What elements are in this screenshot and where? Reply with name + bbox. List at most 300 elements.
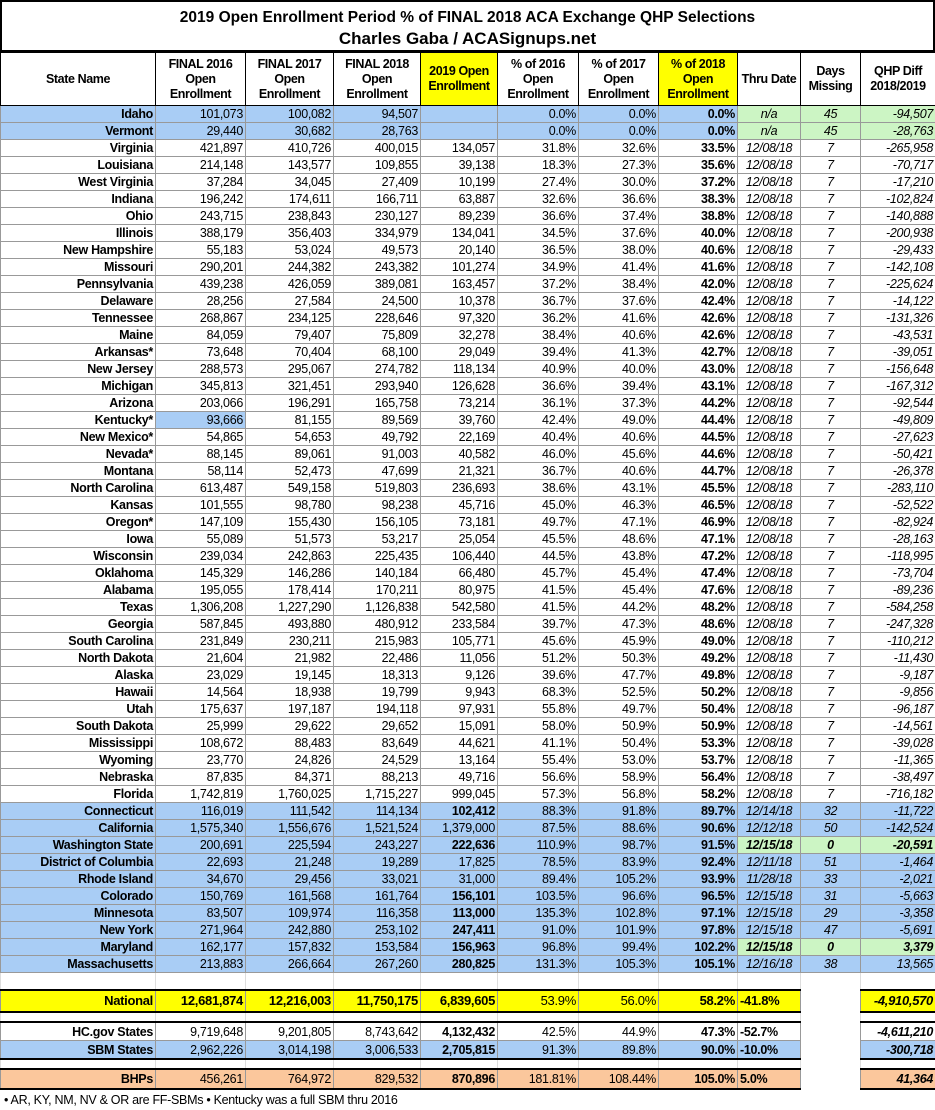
- empty-cell: [659, 981, 738, 990]
- data-cell: 1,742,819: [156, 786, 246, 803]
- data-cell: 7: [801, 480, 861, 497]
- subtitle: Charles Gaba / ACASignups.net: [2, 28, 933, 49]
- empty-cell: [861, 973, 935, 982]
- data-cell: 36.5%: [498, 242, 579, 259]
- data-cell: 58.0%: [498, 718, 579, 735]
- empty-cell: [1, 1012, 156, 1022]
- data-cell: -265,958: [861, 140, 935, 157]
- data-cell: 356,403: [246, 225, 334, 242]
- data-cell: 0.0%: [659, 106, 738, 123]
- data-cell: 39.4%: [498, 344, 579, 361]
- empty-cell: [156, 981, 246, 990]
- data-cell: -49,809: [861, 412, 935, 429]
- data-cell: 178,414: [246, 582, 334, 599]
- data-cell: 7: [801, 531, 861, 548]
- data-cell: 253,102: [334, 922, 421, 939]
- summary-cell: 89.8%: [579, 1041, 659, 1060]
- state-name-cell: Colorado: [1, 888, 156, 905]
- data-cell: 19,145: [246, 667, 334, 684]
- summary-cell: 3,014,198: [246, 1041, 334, 1060]
- data-cell: 243,382: [334, 259, 421, 276]
- column-header: % of 2016 Open Enrollment: [498, 53, 579, 106]
- data-cell: 49.8%: [659, 667, 738, 684]
- data-cell: 79,407: [246, 327, 334, 344]
- data-cell: 53.7%: [659, 752, 738, 769]
- data-cell: -142,524: [861, 820, 935, 837]
- data-cell: 31.8%: [498, 140, 579, 157]
- data-cell: 243,227: [334, 837, 421, 854]
- data-cell: 242,863: [246, 548, 334, 565]
- data-cell: 40.9%: [498, 361, 579, 378]
- data-cell: -225,624: [861, 276, 935, 293]
- data-cell: 43.0%: [659, 361, 738, 378]
- title: 2019 Open Enrollment Period % of FINAL 2018 ACA Exchange QHP Selections: [2, 7, 933, 28]
- data-cell: 33.5%: [659, 140, 738, 157]
- data-cell: 44.5%: [498, 548, 579, 565]
- data-cell: -11,722: [861, 803, 935, 820]
- data-cell: 12/08/18: [738, 259, 801, 276]
- data-cell: 44.6%: [659, 446, 738, 463]
- table-row: [1, 208, 935, 225]
- data-cell: -28,163: [861, 531, 935, 548]
- data-cell: 7: [801, 395, 861, 412]
- data-cell: 12/08/18: [738, 599, 801, 616]
- data-cell: 410,726: [246, 140, 334, 157]
- data-cell: 32: [801, 803, 861, 820]
- data-cell: 22,169: [421, 429, 498, 446]
- row-label: HC.gov States: [1, 1022, 156, 1041]
- summary-cell: 41,364: [861, 1069, 935, 1089]
- data-cell: 28,256: [156, 293, 246, 310]
- row-label: BHPs: [1, 1069, 156, 1089]
- data-cell: 12/08/18: [738, 752, 801, 769]
- data-cell: -73,704: [861, 565, 935, 582]
- data-cell: 32.6%: [579, 140, 659, 157]
- bhps-row: [1, 1069, 935, 1089]
- table-row: [1, 344, 935, 361]
- table-row: [1, 939, 935, 956]
- data-cell: 55.8%: [498, 701, 579, 718]
- data-cell: 170,211: [334, 582, 421, 599]
- data-cell: 196,242: [156, 191, 246, 208]
- data-cell: 225,435: [334, 548, 421, 565]
- table-row: [1, 752, 935, 769]
- data-cell: 55,089: [156, 531, 246, 548]
- column-header: FINAL 2017 Open Enrollment: [246, 53, 334, 106]
- data-cell: -140,888: [861, 208, 935, 225]
- summary-cell: 12,681,874: [156, 990, 246, 1012]
- data-cell: 42.0%: [659, 276, 738, 293]
- summary-cell: -10.0%: [738, 1041, 801, 1060]
- data-cell: 40.6%: [579, 429, 659, 446]
- data-cell: 14,564: [156, 684, 246, 701]
- data-cell: 174,611: [246, 191, 334, 208]
- summary-cell: 2,962,226: [156, 1041, 246, 1060]
- data-cell: 214,148: [156, 157, 246, 174]
- data-cell: 7: [801, 259, 861, 276]
- state-name-cell: Mississippi: [1, 735, 156, 752]
- data-cell: 110.9%: [498, 837, 579, 854]
- data-cell: 49,716: [421, 769, 498, 786]
- data-cell: 197,187: [246, 701, 334, 718]
- data-cell: 295,067: [246, 361, 334, 378]
- summary-cell: 58.2%: [659, 990, 738, 1012]
- state-name-cell: District of Columbia: [1, 854, 156, 871]
- data-cell: 156,101: [421, 888, 498, 905]
- table-row: [1, 514, 935, 531]
- data-cell: 93.9%: [659, 871, 738, 888]
- summary-cell: 90.0%: [659, 1041, 738, 1060]
- data-cell: 12/08/18: [738, 446, 801, 463]
- data-cell: 42.6%: [659, 327, 738, 344]
- data-cell: 101,274: [421, 259, 498, 276]
- summary-cell: -4,910,570: [861, 990, 935, 1012]
- data-cell: 0.0%: [498, 106, 579, 123]
- data-cell: 7: [801, 344, 861, 361]
- data-cell: 30,682: [246, 123, 334, 140]
- data-cell: 1,575,340: [156, 820, 246, 837]
- state-name-cell: California: [1, 820, 156, 837]
- empty-cell: [246, 1059, 334, 1069]
- data-cell: 88.6%: [579, 820, 659, 837]
- data-cell: 0.0%: [659, 123, 738, 140]
- data-cell: 42.4%: [498, 412, 579, 429]
- empty-cell: [156, 973, 246, 982]
- data-cell: 25,999: [156, 718, 246, 735]
- data-cell: 105.3%: [579, 956, 659, 973]
- data-cell: 7: [801, 276, 861, 293]
- data-cell: 32,278: [421, 327, 498, 344]
- state-name-cell: Kentucky*: [1, 412, 156, 429]
- data-cell: 105.2%: [579, 871, 659, 888]
- data-cell: 40.4%: [498, 429, 579, 446]
- data-cell: 87.5%: [498, 820, 579, 837]
- data-cell: 41.6%: [579, 310, 659, 327]
- table-row: [1, 871, 935, 888]
- data-cell: 153,584: [334, 939, 421, 956]
- data-cell: 222,636: [421, 837, 498, 854]
- summary-cell: 9,201,805: [246, 1022, 334, 1041]
- data-cell: 12/08/18: [738, 701, 801, 718]
- data-cell: 25,054: [421, 531, 498, 548]
- table-row: [1, 174, 935, 191]
- empty-cell: [659, 973, 738, 982]
- data-cell: 21,321: [421, 463, 498, 480]
- data-cell: 68,100: [334, 344, 421, 361]
- data-cell: 55,183: [156, 242, 246, 259]
- data-cell: 96.6%: [579, 888, 659, 905]
- empty-cell: [334, 1012, 421, 1022]
- empty-cell: [659, 1012, 738, 1022]
- empty-cell: [156, 1012, 246, 1022]
- data-cell: 9,943: [421, 684, 498, 701]
- data-cell: -9,187: [861, 667, 935, 684]
- data-cell: 225,594: [246, 837, 334, 854]
- summary-cell: 53.9%: [498, 990, 579, 1012]
- table-row: [1, 463, 935, 480]
- empty-cell: [801, 1012, 861, 1022]
- data-cell: 587,845: [156, 616, 246, 633]
- data-cell: 134,041: [421, 225, 498, 242]
- spacer-row: [1, 973, 935, 982]
- empty-cell: [659, 1059, 738, 1069]
- data-cell: 27,584: [246, 293, 334, 310]
- data-cell: 163,457: [421, 276, 498, 293]
- data-cell: 53,217: [334, 531, 421, 548]
- table-row: [1, 446, 935, 463]
- data-cell: -131,326: [861, 310, 935, 327]
- data-cell: 41.4%: [579, 259, 659, 276]
- data-cell: 34,045: [246, 174, 334, 191]
- data-cell: 48.2%: [659, 599, 738, 616]
- data-cell: -110,212: [861, 633, 935, 650]
- data-cell: 105,771: [421, 633, 498, 650]
- table-row: [1, 854, 935, 871]
- data-cell: -28,763: [861, 123, 935, 140]
- data-cell: 18.3%: [498, 157, 579, 174]
- data-cell: 36.7%: [498, 463, 579, 480]
- table-row: [1, 956, 935, 973]
- data-cell: 238,843: [246, 208, 334, 225]
- table-row: [1, 480, 935, 497]
- data-cell: 1,521,524: [334, 820, 421, 837]
- data-cell: 45.4%: [579, 582, 659, 599]
- data-cell: 40.6%: [659, 242, 738, 259]
- data-cell: 38.0%: [579, 242, 659, 259]
- empty-cell: [1, 973, 156, 982]
- summary-cell: 56.0%: [579, 990, 659, 1012]
- data-cell: 12/08/18: [738, 327, 801, 344]
- data-cell: -39,028: [861, 735, 935, 752]
- table-row: [1, 548, 935, 565]
- table-row: [1, 633, 935, 650]
- summary-cell: 44.9%: [579, 1022, 659, 1041]
- empty-cell: [334, 981, 421, 990]
- data-cell: n/a: [738, 106, 801, 123]
- state-name-cell: Maryland: [1, 939, 156, 956]
- data-cell: 31,000: [421, 871, 498, 888]
- data-cell: 40.0%: [659, 225, 738, 242]
- data-cell: 274,782: [334, 361, 421, 378]
- data-cell: 58.2%: [659, 786, 738, 803]
- data-cell: -716,182: [861, 786, 935, 803]
- data-cell: 143,577: [246, 157, 334, 174]
- data-cell: 38.4%: [579, 276, 659, 293]
- data-cell: 37.3%: [579, 395, 659, 412]
- table-row: [1, 565, 935, 582]
- column-header: QHP Diff 2018/2019: [861, 53, 935, 106]
- state-name-cell: Alaska: [1, 667, 156, 684]
- state-name-cell: Utah: [1, 701, 156, 718]
- summary-cell: 3,006,533: [334, 1041, 421, 1060]
- data-cell: 39.7%: [498, 616, 579, 633]
- data-cell: 49,792: [334, 429, 421, 446]
- data-cell: 43.1%: [659, 378, 738, 395]
- data-cell: 7: [801, 157, 861, 174]
- data-cell: 12/08/18: [738, 514, 801, 531]
- data-cell: 39.6%: [498, 667, 579, 684]
- data-cell: 47.7%: [579, 667, 659, 684]
- data-cell: 18,938: [246, 684, 334, 701]
- data-cell: 7: [801, 633, 861, 650]
- data-cell: 73,214: [421, 395, 498, 412]
- data-cell: 12/08/18: [738, 463, 801, 480]
- data-cell: 96.5%: [659, 888, 738, 905]
- data-cell: 7: [801, 242, 861, 259]
- data-cell: 1,306,208: [156, 599, 246, 616]
- spacer-row: [1, 1012, 935, 1022]
- state-name-cell: Arizona: [1, 395, 156, 412]
- data-cell: 41.5%: [498, 599, 579, 616]
- data-cell: 49.0%: [659, 633, 738, 650]
- data-cell: 91.0%: [498, 922, 579, 939]
- data-cell: 34.9%: [498, 259, 579, 276]
- data-cell: 7: [801, 667, 861, 684]
- data-cell: 1,126,838: [334, 599, 421, 616]
- state-name-cell: North Carolina: [1, 480, 156, 497]
- empty-cell: [156, 1059, 246, 1069]
- data-cell: 11,056: [421, 650, 498, 667]
- summary-cell: 456,261: [156, 1069, 246, 1089]
- data-cell: [421, 123, 498, 140]
- data-cell: 3,379: [861, 939, 935, 956]
- data-cell: 162,177: [156, 939, 246, 956]
- data-cell: 7: [801, 429, 861, 446]
- data-cell: 244,382: [246, 259, 334, 276]
- table-row: [1, 531, 935, 548]
- data-cell: 27,409: [334, 174, 421, 191]
- state-name-cell: Tennessee: [1, 310, 156, 327]
- data-cell: 12/08/18: [738, 718, 801, 735]
- data-cell: 47: [801, 922, 861, 939]
- data-cell: 103.5%: [498, 888, 579, 905]
- state-name-cell: Oklahoma: [1, 565, 156, 582]
- data-cell: 195,055: [156, 582, 246, 599]
- data-cell: 7: [801, 514, 861, 531]
- table-row: [1, 650, 935, 667]
- data-cell: 7: [801, 769, 861, 786]
- state-name-cell: Massachusetts: [1, 956, 156, 973]
- data-cell: 101,073: [156, 106, 246, 123]
- data-cell: 44.7%: [659, 463, 738, 480]
- data-cell: 100,082: [246, 106, 334, 123]
- state-name-cell: Maine: [1, 327, 156, 344]
- data-cell: 51.2%: [498, 650, 579, 667]
- data-cell: 87,835: [156, 769, 246, 786]
- data-cell: 0.0%: [579, 106, 659, 123]
- column-header: % of 2018 Open Enrollment: [659, 53, 738, 106]
- data-cell: 157,832: [246, 939, 334, 956]
- data-cell: 50.9%: [659, 718, 738, 735]
- data-cell: 58.9%: [579, 769, 659, 786]
- data-cell: 321,451: [246, 378, 334, 395]
- state-name-cell: New Jersey: [1, 361, 156, 378]
- data-cell: 45: [801, 106, 861, 123]
- data-cell: 68.3%: [498, 684, 579, 701]
- data-cell: 0: [801, 939, 861, 956]
- data-cell: 47.1%: [659, 531, 738, 548]
- state-name-cell: Rhode Island: [1, 871, 156, 888]
- table-row: [1, 497, 935, 514]
- data-cell: 7: [801, 701, 861, 718]
- data-cell: 131.3%: [498, 956, 579, 973]
- data-cell: 36.7%: [498, 293, 579, 310]
- data-cell: 29,622: [246, 718, 334, 735]
- empty-cell: [579, 981, 659, 990]
- empty-cell: [861, 1012, 935, 1022]
- data-cell: 161,764: [334, 888, 421, 905]
- data-cell: 22,486: [334, 650, 421, 667]
- data-cell: 97.1%: [659, 905, 738, 922]
- summary-cell: 8,743,642: [334, 1022, 421, 1041]
- data-cell: 12/08/18: [738, 276, 801, 293]
- data-cell: 41.5%: [498, 582, 579, 599]
- data-cell: 12/08/18: [738, 650, 801, 667]
- data-cell: 116,358: [334, 905, 421, 922]
- state-name-cell: Connecticut: [1, 803, 156, 820]
- table-row: [1, 701, 935, 718]
- data-cell: 39,138: [421, 157, 498, 174]
- data-cell: 194,118: [334, 701, 421, 718]
- data-cell: 12/08/18: [738, 497, 801, 514]
- data-cell: 50.4%: [579, 735, 659, 752]
- data-cell: -52,522: [861, 497, 935, 514]
- data-cell: 12/14/18: [738, 803, 801, 820]
- data-cell: -2,021: [861, 871, 935, 888]
- data-cell: 36.6%: [498, 378, 579, 395]
- data-cell: 23,029: [156, 667, 246, 684]
- data-cell: 43.1%: [579, 480, 659, 497]
- data-cell: -247,328: [861, 616, 935, 633]
- data-cell: 400,015: [334, 140, 421, 157]
- data-cell: 38: [801, 956, 861, 973]
- data-cell: 33,021: [334, 871, 421, 888]
- summary-cell: [801, 1041, 861, 1060]
- data-cell: 421,897: [156, 140, 246, 157]
- empty-cell: [801, 973, 861, 982]
- data-cell: 51: [801, 854, 861, 871]
- data-cell: 12/08/18: [738, 242, 801, 259]
- data-cell: 389,081: [334, 276, 421, 293]
- data-cell: 54,653: [246, 429, 334, 446]
- summary-cell: -4,611,210: [861, 1022, 935, 1041]
- table-row: [1, 718, 935, 735]
- data-cell: 239,034: [156, 548, 246, 565]
- data-cell: 45: [801, 123, 861, 140]
- data-cell: 24,529: [334, 752, 421, 769]
- data-cell: -14,122: [861, 293, 935, 310]
- data-cell: 28,763: [334, 123, 421, 140]
- data-cell: 12/08/18: [738, 480, 801, 497]
- summary-cell: 4,132,432: [421, 1022, 498, 1041]
- data-cell: 126,628: [421, 378, 498, 395]
- summary-cell: [801, 990, 861, 1012]
- data-cell: 12/08/18: [738, 616, 801, 633]
- data-cell: 135.3%: [498, 905, 579, 922]
- data-cell: 12/08/18: [738, 140, 801, 157]
- summary-cell: 181.81%: [498, 1069, 579, 1089]
- data-cell: 47,699: [334, 463, 421, 480]
- data-cell: 101.9%: [579, 922, 659, 939]
- data-cell: 42.4%: [659, 293, 738, 310]
- data-cell: 91,003: [334, 446, 421, 463]
- empty-cell: [579, 1012, 659, 1022]
- data-cell: 29,049: [421, 344, 498, 361]
- data-cell: 99.4%: [579, 939, 659, 956]
- data-cell: 12/11/18: [738, 854, 801, 871]
- data-cell: 36.2%: [498, 310, 579, 327]
- data-cell: 29,456: [246, 871, 334, 888]
